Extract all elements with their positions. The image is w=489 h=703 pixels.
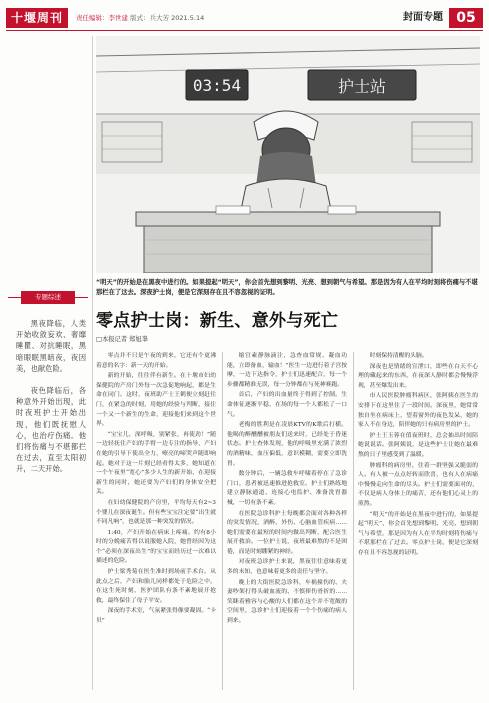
body-paragraph: 在医院急诊科护士每晚都会面对各种各样的突发情况，酒醉、外伤、心脑血管疾病……她们需要在最短的时间内做出判断，配合医生展开救治。一位护士说，夜班最难熬的不是困倦，而是时刻绷紧的神经。 <box>227 510 347 555</box>
body-column-1 <box>96 352 216 692</box>
nurse-station-text: 护士站 <box>337 77 387 96</box>
article-body <box>96 352 480 692</box>
section-title: 封面专题 <box>403 12 443 23</box>
body-paragraph: 时刻保持清醒的头脑。 <box>369 353 428 359</box>
body-paragraph: 晚上的大街医院急诊科，车祸撞伤的、夫妻吵架打得头破血流的、不慎摔伤骨折的……笑眯着雅容与心酸的人们都在这个并不宽敞的空间里，急诊护士们迎接着一个个伤痛的病人到来。 <box>227 579 347 625</box>
body-paragraph: 数分钟后，一辆急救车呼啸着停在了急诊门口，患者被迅速推进抢救室。护士们熟练地建立静脉通道、连接心电监护、准备洗胃器械，一切有条不紊。 <box>227 471 347 506</box>
body-column-3 <box>358 352 478 692</box>
body-paragraph: “宝宝儿，深呼吸，别紧张，再使劲！”随一边轻抚住产妇的手臂一边专注的指导，产妇在她的引导下使出全力，嘹亮的啼哭声随即响起。她对于这一片刻已经看得太多，她知道在一个午夜里“宽心”多少人生的新开始，在迎接新生的同时，她还要为产妇们的身体安全把关。 <box>96 431 216 496</box>
sidebar-summary <box>16 318 86 486</box>
editor-credit <box>76 11 204 25</box>
body-paragraph: 护士王玉蓉在值夜班时，总会抽出时间陪她说说话。张阿姨说，是这些护士让她在最难熬的日子里感受到了温暖。 <box>358 432 478 458</box>
body-paragraph: 深夜的手术室，气氛紧张得像要凝固。“卡贝” <box>96 608 216 625</box>
masthead-logo: 十堰周刊 <box>6 8 68 28</box>
column-divider-left <box>92 36 93 690</box>
body-paragraph: 深夜也是情绪的宣泄口，即些在白天不心理的藏起来的东西，在夜深人静时都会慢慢浮现，甚至爆发出来。 <box>358 363 478 389</box>
illustration-svg <box>96 36 480 273</box>
body-paragraph: 首后，产妇的出血量终于得到了控制。生命体征逐渐平稳，在场的每一个人都松了一口气。 <box>227 392 347 418</box>
body-paragraph: 新的开始，往往伴有新生。在十堰市妇幼保健院的产房门外每一次急促地响起，都是生命在同门。这时，夜班助产士王鹤便立刻赶往门，在紧急的时刻，用她的经验与判断，接住一个又一个新生的生命，迎接他们来到这个世界。 <box>96 373 216 428</box>
body-paragraph: 护士梁秀菊在医生准时到场前手术台。从此点之后，产妇和胎儿同样都处于危险之中。在这生死时刻，医护团队有条不紊地展开抢救，最终保住了母子平安。 <box>96 569 216 604</box>
clock-digits: 03:54 <box>192 76 242 95</box>
body-paragraph: 对夜班急诊护士来说，黑夜往往意味着更多的未知，也意味着更多的责任与坚守。 <box>227 559 347 576</box>
editor-name: 责任编辑：李世建 <box>76 14 128 22</box>
body-paragraph: 市人民医院肿瘤科病区，张阿姨在医生的安排下在这里住了一段时间。深夜里，她常常独自坐在病床上，望着窗外的夜色发呆，她的家人不在身边，陪伴她的只有病房里的护士。 <box>358 393 478 429</box>
body-paragraph: 肿瘤科的病房里，住着一群坚强又脆弱的人。有人被一点点好转而欣喜，也有人在病痛中慢慢走向生命的尽头。护士们需要面对的，不仅是病人身体上的痛苦，还有他们心灵上的煎熬。 <box>358 462 478 507</box>
sidebar-paragraph: 黑夜降临，人类开始收敛妄欢、奢靡睡瞿、对抗睡眠，黑暗眼眠黑暗夜，夜因美，也献危险。 <box>16 319 86 373</box>
body-paragraph: 在妇幼保健院的产房里，平均每天有2~3个婴儿在深夜诞生。但有些宝宝注定要“出生就不同凡响”，也就是那一种突发的情况。 <box>96 499 216 526</box>
nurse-counter <box>136 212 440 226</box>
page-number: 05 <box>449 8 483 28</box>
body-paragraph: 1:40，产妇开始在病床上疼痛。约有8小时的分娩痛苦得以说服她入院，她曾经因为这个“必须在深夜出生”的宝宝而经历过一次难以描述的危险。 <box>96 529 216 565</box>
column-rule <box>353 352 354 690</box>
page-header <box>6 8 483 28</box>
header-rule <box>6 30 483 31</box>
column-rule <box>222 352 223 690</box>
night-nurse-illustration <box>96 36 480 273</box>
article-title: 零点护士岗：新生、意外与死亡 <box>96 311 339 331</box>
body-paragraph: 零点并不只是午夜的到来，它还有个更沸着意的名字：新一天的开始。 <box>96 353 216 369</box>
body-paragraph: 老梅的胜利是在凌晨KTV的K歌后打横。他喝的醉醺醺被朋友们送来时，已经处于昏迷状态。护士查体发现，他的呼吸里充满了浓烈的酒精味，血压偏低，意识模糊，需要立即洗胃。 <box>227 422 347 467</box>
sidebar-label: 专题综述 <box>21 291 75 304</box>
body-paragraph: “明天”的开始是在黑夜中进行的，如果提起“明天”，你会首先想到黎明、光亮、想到朝气与希望，那是因为有人在平均时刻将伤痛与不堪那栏在了过去。零点护士岗，便是它深刻存在且不容忽视的证明。 <box>358 511 478 556</box>
layout-and-date: 版式：兵大芳 2021.5.14 <box>128 14 205 22</box>
body-column-2 <box>227 352 347 692</box>
article-byline: □本报记者 郑旭峯 <box>96 336 149 343</box>
sidebar-paragraph: 夜色降临后，各种意外开始出现，此时夜班护士开始出现，他们既抚慰人心，也治疗伤痛。他们将伤痛与不堪都拦在过去，直至太阳初升，二天开始。 <box>16 386 86 474</box>
body-paragraph: 缩宫素静脉滴注，急查血常规、凝血功能，立即备血，输血！”医生一边进行着子宫按摩，一边下达指令，护士们迅速配合，每一个步骤都精准无误，每一分钟都在与死神赛跑。 <box>227 353 347 388</box>
lead-paragraph: “明天”的开始是在黑夜中进行的。如果提起“明天”，你会首先想到黎明、光亮、想到朝气与希望。那是因为有人在平均时刻将伤痛与不堪那栏在了这去。深夜护士岗，便是它深刻存在且不容忽视的证明。 <box>96 279 478 296</box>
